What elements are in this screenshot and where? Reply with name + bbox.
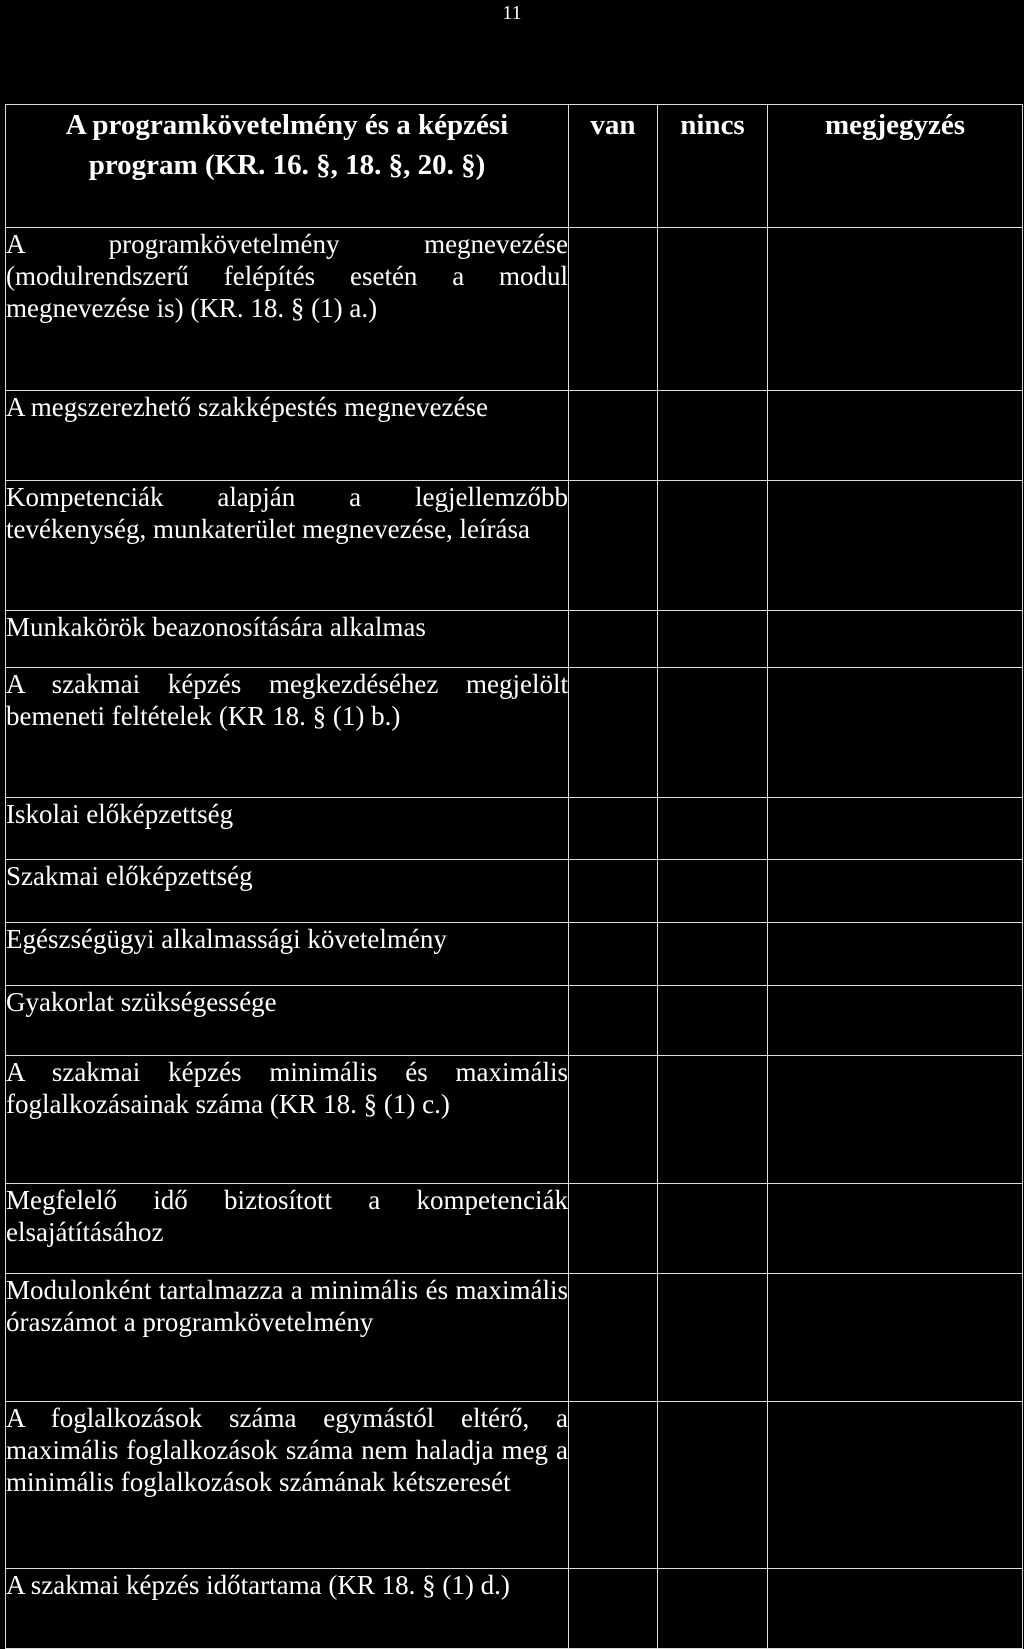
nincs-cell (658, 1569, 768, 1649)
table-row (6, 1569, 1023, 1649)
requirements-checklist-table (5, 104, 1023, 1649)
table-row (6, 481, 1023, 611)
nincs-cell (658, 1184, 768, 1274)
note-cell (768, 860, 1023, 923)
van-cell (569, 1056, 658, 1184)
note-cell (768, 391, 1023, 481)
row-text: Egészségügyi alkalmassági követelmény (6, 923, 569, 986)
row-text: A foglalkozások száma egymástól eltérő, a maximális foglalkozások száma nem haladja meg a minimális foglalkozások számának kétszeresét (6, 1402, 569, 1569)
row-text: Iskolai előképzettség (6, 798, 569, 860)
nincs-cell (658, 1274, 768, 1402)
note-cell (768, 923, 1023, 986)
nincs-cell (658, 668, 768, 798)
nincs-cell (658, 860, 768, 923)
van-cell (569, 1274, 658, 1402)
table-row (6, 986, 1023, 1056)
nincs-cell (658, 481, 768, 611)
nincs-cell (658, 798, 768, 860)
table-row (6, 611, 1023, 668)
row-text: Megfelelő idő biztosított a kompetenciák elsajátításához (6, 1184, 569, 1274)
van-cell (569, 391, 658, 481)
row-text: Szakmai előképzettség (6, 860, 569, 923)
table-row (6, 1402, 1023, 1569)
van-cell (569, 923, 658, 986)
header-nincs: nincs (658, 105, 768, 228)
nincs-cell (658, 1056, 768, 1184)
note-cell (768, 1056, 1023, 1184)
van-cell (569, 1402, 658, 1569)
row-text: Kompetenciák alapján a legjellemzőbb tevékenység, munkaterület megnevezése, leírása (6, 481, 569, 611)
table-row (6, 228, 1023, 391)
van-cell (569, 228, 658, 391)
table-row (6, 391, 1023, 481)
nincs-cell (658, 1402, 768, 1569)
note-cell (768, 1569, 1023, 1649)
van-cell (569, 1569, 658, 1649)
van-cell (569, 1184, 658, 1274)
nincs-cell (658, 611, 768, 668)
header-van: van (569, 105, 658, 228)
header-note: megjegyzés (768, 105, 1023, 228)
row-text: Modulonként tartalmazza a minimális és maximális óraszámot a programkövetelmény (6, 1274, 569, 1402)
note-cell (768, 481, 1023, 611)
table-header-row (6, 105, 1023, 228)
table-row (6, 1184, 1023, 1274)
note-cell (768, 1402, 1023, 1569)
note-cell (768, 668, 1023, 798)
van-cell (569, 668, 658, 798)
row-text: A szakmai képzés megkezdéséhez megjelölt bemeneti feltételek (KR 18. § (1) b.) (6, 668, 569, 798)
note-cell (768, 798, 1023, 860)
van-cell (569, 798, 658, 860)
van-cell (569, 986, 658, 1056)
note-cell (768, 611, 1023, 668)
van-cell (569, 611, 658, 668)
row-text: A szakmai képzés minimális és maximális foglalkozásainak száma (KR 18. § (1) c.) (6, 1056, 569, 1184)
van-cell (569, 481, 658, 611)
note-cell (768, 1184, 1023, 1274)
page-number: 11 (502, 2, 522, 24)
table-row (6, 798, 1023, 860)
note-cell (768, 228, 1023, 391)
table-row (6, 860, 1023, 923)
table-row (6, 668, 1023, 798)
row-text: A szakmai képzés időtartama (KR 18. § (1) d.) (6, 1569, 569, 1649)
note-cell (768, 986, 1023, 1056)
table-row (6, 923, 1023, 986)
nincs-cell (658, 391, 768, 481)
table-row (6, 1056, 1023, 1184)
table-row (6, 1274, 1023, 1402)
nincs-cell (658, 228, 768, 391)
row-text: Munkakörök beazonosítására alkalmas (6, 611, 569, 668)
row-text: A programkövetelmény megnevezése (modulrendszerű felépítés esetén a modul megnevezése is) (KR. 18. § (1) a.) (6, 228, 569, 391)
note-cell (768, 1274, 1023, 1402)
van-cell (569, 860, 658, 923)
nincs-cell (658, 986, 768, 1056)
row-text: A megszerezhető szakképestés megnevezése (6, 391, 569, 481)
header-requirement: A programkövetelmény és a képzési program (KR. 16. §, 18. §, 20. §) (6, 105, 569, 228)
row-text: Gyakorlat szükségessége (6, 986, 569, 1056)
nincs-cell (658, 923, 768, 986)
